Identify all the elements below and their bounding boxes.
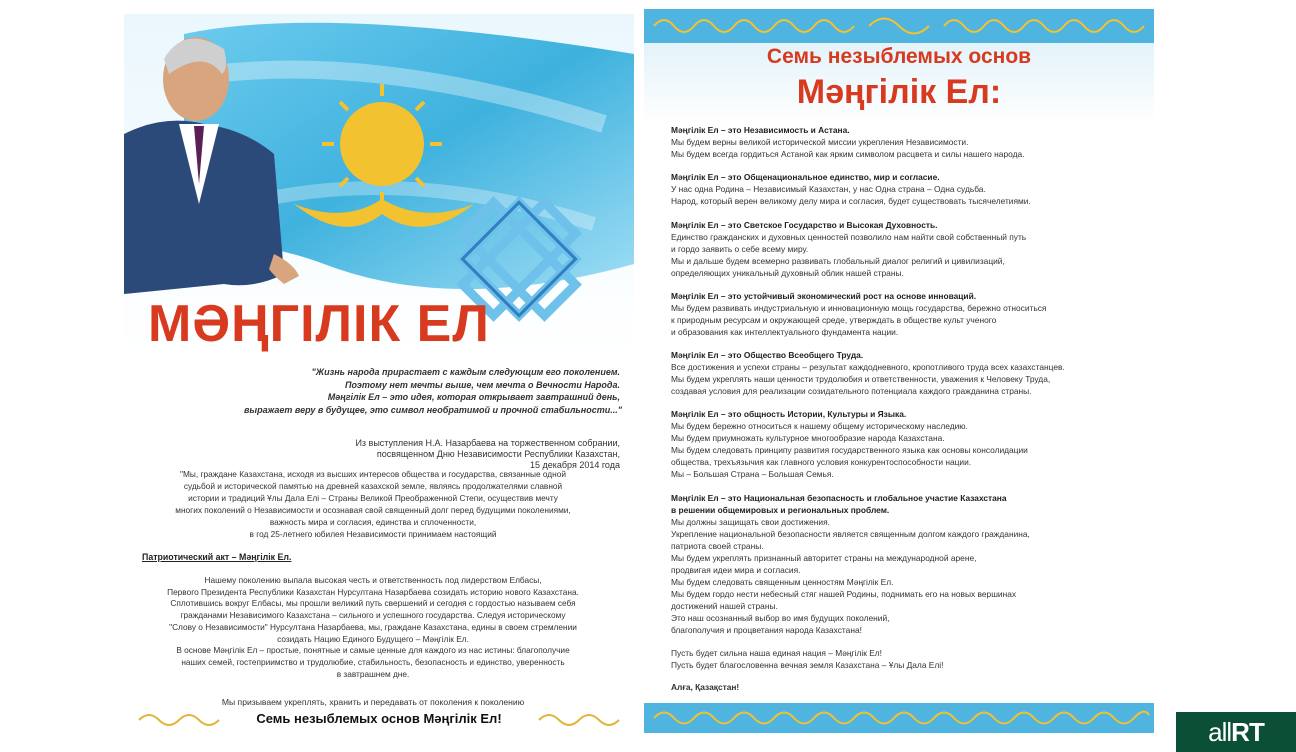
- pillar-heading: Мәңгілік Ел – это Национальная безопасность и глобальное участие Казахстана в решении общемировых и региональных проблем.: [671, 492, 1007, 515]
- declaration: [138, 468, 608, 541]
- declaration-line: "Мы, граждане Казахстана, исходя из высших интересов общества и государства, связанные одной: [180, 469, 566, 479]
- pillar-line: и гордо заявить о себе всему миру.: [671, 243, 809, 254]
- pillar-line: Мы будем бережно относиться к нашему общему историческому наследию.: [671, 421, 968, 432]
- allrt-watermark: [1176, 712, 1296, 752]
- pillar: [671, 290, 1151, 338]
- pillar-line: и образования как интеллектуального фундамента нации.: [671, 326, 899, 337]
- act-line: "Слову о Независимости" Нурсултана Назарбаева, мы, граждане Казахстана, едины в своем стремлении: [169, 621, 577, 632]
- source-line: посвященном Дню Независимости Республики Казахстан,: [376, 449, 620, 459]
- pillar-line: общества, трехъязычия как главного условия конкурентоспособности нации.: [671, 457, 972, 468]
- pillar-line: Мы будем укреплять признанный авторитет страны на международной арене,: [671, 552, 977, 563]
- source-line: 15 декабря 2014 года: [529, 460, 620, 470]
- pillar-line: определяющих уникальный духовный облик нашей страны.: [671, 267, 904, 278]
- closing: [671, 647, 1151, 671]
- pillar-line: Мы будем укреплять наши ценности трудолюбия и ответственности, уважения к Человеку Труда,: [671, 374, 1051, 385]
- pillar-line: Укрепление национальной безопасности является священным долгом каждого гражданина,: [671, 528, 1030, 539]
- act-heading: Патриотический акт – Мәңгілік Ел.: [142, 552, 292, 562]
- act-line: В основе Мәңгілік Ел – простые, понятные и самые ценные для каждого из нас истины: благополучие: [176, 645, 570, 656]
- left-panel: [124, 14, 634, 739]
- declaration-line: многих поколений о Независимости и осознавая свой священный долг перед будущими поколениями,: [175, 505, 571, 516]
- pillar-line: благополучия и процветания народа Казахстана!: [671, 624, 862, 635]
- declaration-line: важность мира и согласия, единства и сплоченности,: [269, 517, 477, 528]
- pillar-line: Народ, который верен великому делу мира и согласия, будет существовать тысячелетиями.: [671, 196, 1031, 207]
- watermark-part-a: all: [1208, 717, 1232, 747]
- pillar: [671, 171, 1151, 207]
- right-panel: [644, 9, 1154, 737]
- pillar: [671, 124, 1151, 160]
- declaration-line: судьбой и исторической памятью на древней казахской земле, являясь продолжателями славной: [183, 481, 563, 492]
- pillar-line: Единство гражданских и духовных ценностей позволило нам найти свой собственный путь: [671, 231, 1027, 242]
- pillar-line: Мы будем приумножать культурное многообразие народа Казахстана.: [671, 433, 945, 444]
- act-line: Сплотившись вокруг Елбасы, мы прошли великий путь свершений и сегодня с гордостью называем себя: [170, 598, 576, 609]
- act-line: Нашему поколению выпала высокая честь и ответственность под лидерством Елбасы,: [204, 575, 542, 585]
- right-subtitle: Семь незыблемых основ: [766, 45, 1032, 68]
- pillar-line: Мы будем следовать принципу развития государственного языка как основы консолидации: [671, 445, 1028, 456]
- act-text: [138, 575, 608, 680]
- closing-line: Пусть будет сильна наша единая нация – Мәңгілік Ел!: [671, 648, 882, 659]
- bottom-banner-text: Семь незыблемых основ Мәңгілік Ел!: [256, 711, 502, 726]
- pillar-line: к природным ресурсам и окружающей среде, утверждать в обществе культ ученого: [671, 314, 997, 325]
- act-line: в завтрашнем дне.: [336, 668, 410, 679]
- pillar-heading: Мәңгілік Ел – это Светское Государство и Высокая Духовность.: [671, 219, 938, 230]
- quote-line: выражает веру в будущее, это символ необратимой и прочной стабильности...": [244, 404, 622, 415]
- pillar-line: патриота своей страны.: [671, 540, 764, 551]
- source-line: Из выступления Н.А. Назарбаева на торжественном собрании,: [355, 438, 620, 448]
- pillar-line: достижений нашей страны.: [671, 600, 778, 611]
- pillar-line: Это наш осознанный выбор во имя будущих поколений,: [671, 612, 890, 623]
- ornament-bottom: [644, 703, 1154, 733]
- closing-line: Пусть будет благословенна вечная земля Казахстана – Ұлы Дала Елі!: [671, 660, 944, 671]
- pillar: [671, 408, 1151, 480]
- pillar: [671, 219, 1151, 279]
- pillar-line: Мы будем следовать священным ценностям Мәңгілік Ел.: [671, 576, 894, 587]
- pillars-list: [671, 124, 1151, 693]
- pillar-line: Мы будем гордо нести небесный стяг нашей Родины, поднимать его на новых вершинах: [671, 588, 1017, 599]
- pillar-heading: Мәңгілік Ел – это Общенациональное единство, мир и согласие.: [671, 172, 940, 183]
- pillar-line: Мы должны защищать свои достижения.: [671, 516, 830, 527]
- bottom-call: Мы призываем укреплять, хранить и передавать от поколения к поколению: [221, 697, 525, 707]
- pillar-line: Все достижения и успехи страны – результат каждодневного, кропотливого труда всех казахстанцев.: [671, 362, 1065, 373]
- quote-source: [274, 438, 620, 471]
- president-portrait: [124, 14, 299, 304]
- act-line: Первого Президента Республики Казахстан Нурсултана Назарбаева созидать историю нового Казахстана.: [167, 586, 579, 597]
- pillar-line: создавая условия для реализации созидательного потенциала каждого гражданина страны.: [671, 386, 1032, 397]
- president-quote: [244, 366, 620, 416]
- pillar-heading: Мәңгілік Ел – это Независимость и Астана.: [671, 125, 850, 135]
- pillar-line: продвигая идеи мира и согласия.: [671, 564, 801, 575]
- declaration-line: в год 25-летнего юбилея Независимости принимаем настоящий: [249, 529, 497, 540]
- alga-slogan: Алға, Қазақстан!: [671, 682, 740, 693]
- pillar: [671, 492, 1151, 636]
- act-line: гражданами Независимого Казахстана – сильного и успешного государства. Следуя историческому: [180, 610, 566, 621]
- pillar-line: Мы будем верны великой исторической миссии укрепления Независимости.: [671, 137, 969, 147]
- watermark-part-b: RT: [1231, 717, 1264, 747]
- act-line: созидать Нацию Единого Будущего – Мәңгілік Ел.: [277, 633, 469, 644]
- pillar: [671, 349, 1151, 397]
- pillar-heading: Мәңгілік Ел – это устойчивый экономический рост на основе инноваций.: [671, 290, 977, 301]
- ornament-top: [644, 9, 1154, 43]
- quote-line: "Жизнь народа прирастает с каждым следующим его поколением.: [311, 367, 620, 377]
- pillar-line: Мы и дальше будем всемерно развивать глобальный диалог религий и цивилизаций,: [671, 255, 1005, 266]
- quote-line: Поэтому нет мечты выше, чем мечта о Вечности Народа.: [345, 379, 620, 390]
- main-title: МӘҢГІЛІК ЕЛ: [148, 295, 490, 353]
- act-line: наших семей, гостеприимство и трудолюбие, стабильность, безопасность и единство, уверенность: [181, 656, 565, 667]
- pillar-line: Мы – Большая Страна – Большая Семья.: [671, 469, 834, 480]
- pillar-heading: Мәңгілік Ел – это Общество Всеобщего Труда.: [671, 350, 864, 361]
- pillar-line: У нас одна Родина – Независимый Казахстан, у нас Одна страна – Одна судьба.: [671, 184, 986, 195]
- pillar-line: Мы будем развивать индустриальную и инновационную мощь государства, бережно относиться: [671, 302, 1047, 313]
- pillar-line: Мы будем всегда гордиться Астаной как ярким символом расцвета и силы нашего народа.: [671, 149, 1025, 159]
- declaration-line: истории и традиций Ұлы Дала Елі – Страны Великой Преображенной Степи, осуществив мечту: [188, 493, 558, 504]
- hero-image: [124, 14, 634, 356]
- pillar-heading: Мәңгілік Ел – это общность Истории, Культуры и Языка.: [671, 409, 907, 420]
- right-title: Мәңгілік Ел:: [796, 73, 1002, 111]
- quote-line: Мәңгілік Ел – это идея, которая открывает завтрашний день,: [327, 392, 620, 402]
